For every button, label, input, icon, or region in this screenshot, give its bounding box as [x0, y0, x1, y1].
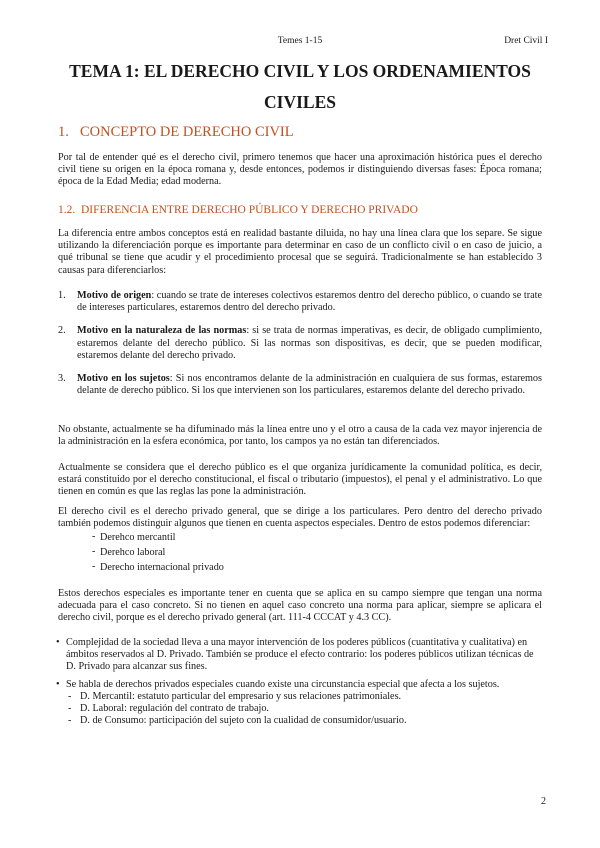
- cause-number: 1.: [58, 290, 66, 301]
- cause-number: 2.: [58, 325, 66, 337]
- bullet-text: Complejidad de la sociedad lleva a una mayor intervención de los poderes públicos (cuantitativa y cualitativa) en ámbitos reservados al D. Privado. También se produce el efecto contrario: los poderes públicos utilizan técnicas de D. Privado para alcanzar sus fines.: [66, 637, 534, 673]
- cause-item: [58, 325, 542, 362]
- sub-bullet-item: [56, 715, 544, 727]
- page-number: 2: [541, 796, 546, 807]
- section-1-2-heading: [58, 204, 418, 216]
- paragraph-especiales: Estos derechos especiales es importante tener en cuenta que se aplica en su campo siempre que tengan una norma adecuada para el caso concreto. Si no tienen en aquel caso concreto una norma para aplicar, siempre se aplicara el derecho civil, porque es el derecho privado general (art. 111-4 CCCAT y 4.3 CC).: [58, 588, 542, 624]
- intro-paragraph: Por tal de entender qué es el derecho civil, primero tenemos que hacer una aproximación histórica pues el derecho civil tiene su origen en la época romana y, desde entonces, podemos ir distinguiendo diversas fases: Época romana; época de la Edad Media; edad moderna.: [58, 152, 542, 188]
- special-right-item: [58, 545, 542, 560]
- paragraph-diferencia: La diferencia entre ambos conceptos está en realidad bastante diluida, no hay una línea clara que los separe. Se sigue utilizando la diferenciación porque es importante para determinar en caso de un conflicto civil o en caso de juicio, a qué tribunal se tiene que acudir y el procedimiento procesal que se seguirá. Tradicionalmente se han establecido 3 causas para diferenciarlos:: [58, 228, 542, 276]
- bullet-text: Se habla de derechos privados especiales cuando existe una circunstancia especial que afecta a los sujetos.: [66, 678, 500, 690]
- header-subject: Dret Civil I: [504, 36, 548, 46]
- section-1-heading: [58, 124, 294, 141]
- dash-icon: -: [92, 531, 96, 543]
- special-right-item: [58, 530, 542, 545]
- dash-icon: -: [68, 690, 72, 702]
- cause-title: Motivo en la naturaleza de las normas: [77, 325, 247, 337]
- bullet-list: [56, 637, 544, 727]
- cause-item: [58, 373, 542, 397]
- section-1-2-title: DIFERENCIA ENTRE DERECHO PÚBLICO Y DERECHO PRIVADO: [81, 204, 418, 216]
- cause-text: : si se trata de normas imperativas, es decir, de obligado cumplimiento, estaremos delante del derecho público. Si las normas son dispositivas, es decir, que se pueden modificar, estaremos delante del derecho privado.: [77, 325, 542, 361]
- cause-item: [58, 290, 542, 314]
- special-right-label: Derehco mercantil: [100, 532, 176, 544]
- sub-bullet-item: [56, 703, 544, 715]
- section-1-2-number: 1.2.: [58, 204, 76, 216]
- cause-number: 3.: [58, 373, 66, 385]
- cause-text: : cuando se trate de intereses colectivos estaremos dentro del derecho público, o cuando se trate de intereses particulares, estaremos dentro del derecho privado.: [77, 290, 542, 314]
- page-title: TEMA 1: EL DERECHO CIVIL Y LOS ORDENAMIENTOS CIVILES: [69, 61, 531, 112]
- sub-bullet-item: [56, 691, 544, 703]
- cause-text: : Si nos encontramos delante de la administración en cualquiera de sus formas, estaremos delante de derecho público. Si los que intervienen son los particulares, estaremos delante del derecho privado.: [77, 373, 542, 397]
- cause-title: Motivo en los sujetos: [77, 373, 170, 385]
- paragraph-actualmente: Actualmente se considera que el derecho público es el que organiza jurídicamente la comunidad política, es decir, estará constituido por el derecho constitucional, el fiscal o tributario (impuestos), el penal y el administrativo. Lo que tienen en común es que las reglas las pone la administración.: [58, 462, 542, 498]
- special-right-label: Derehco laboral: [100, 547, 166, 559]
- header-course-range: Temes 1-15: [277, 36, 323, 46]
- paragraph-no-obstante: No obstante, actualmente se ha difuminado más la línea entre uno y el otro a causa de la cada vez mayor injerencia de la administración en la esfera económica, por tanto, los campos ya no están tan diferenciados.: [58, 424, 542, 448]
- cause-title: Motivo de origen: [77, 290, 152, 301]
- bullet-icon: •: [56, 637, 60, 648]
- dash-icon: -: [68, 715, 72, 727]
- dash-icon: -: [68, 703, 72, 715]
- dash-icon: -: [92, 561, 96, 573]
- section-1-title: CONCEPTO DE DERECHO CIVIL: [80, 124, 294, 140]
- sub-bullet-text: D. Laboral: regulación del contrato de trabajo.: [80, 703, 269, 715]
- bullet-item: [56, 679, 544, 691]
- causes-list: [58, 290, 542, 397]
- section-1-number: 1.: [58, 124, 69, 140]
- special-right-item: [58, 560, 542, 575]
- paragraph-derecho-privado-text: El derecho civil es el derecho privado general, que se dirige a los particulares. Pero dentro del derecho privado también podemos distinguir algunos que tienen en cuenta aspectos especiales. Dentro de estos podemos diferenciar:: [58, 506, 542, 530]
- sub-bullet-text: D. de Consumo: participación del sujeto con la cualidad de consumidor/usuario.: [80, 715, 407, 727]
- special-right-label: Derecho internacional privado: [100, 562, 224, 574]
- bullet-item: [56, 637, 544, 674]
- dash-icon: -: [92, 546, 96, 558]
- bullet-icon: •: [56, 678, 60, 690]
- paragraph-derecho-privado: [58, 506, 542, 575]
- sub-bullet-text: D. Mercantil: estatuto particular del empresario y sus relaciones patrimoniales.: [80, 690, 402, 702]
